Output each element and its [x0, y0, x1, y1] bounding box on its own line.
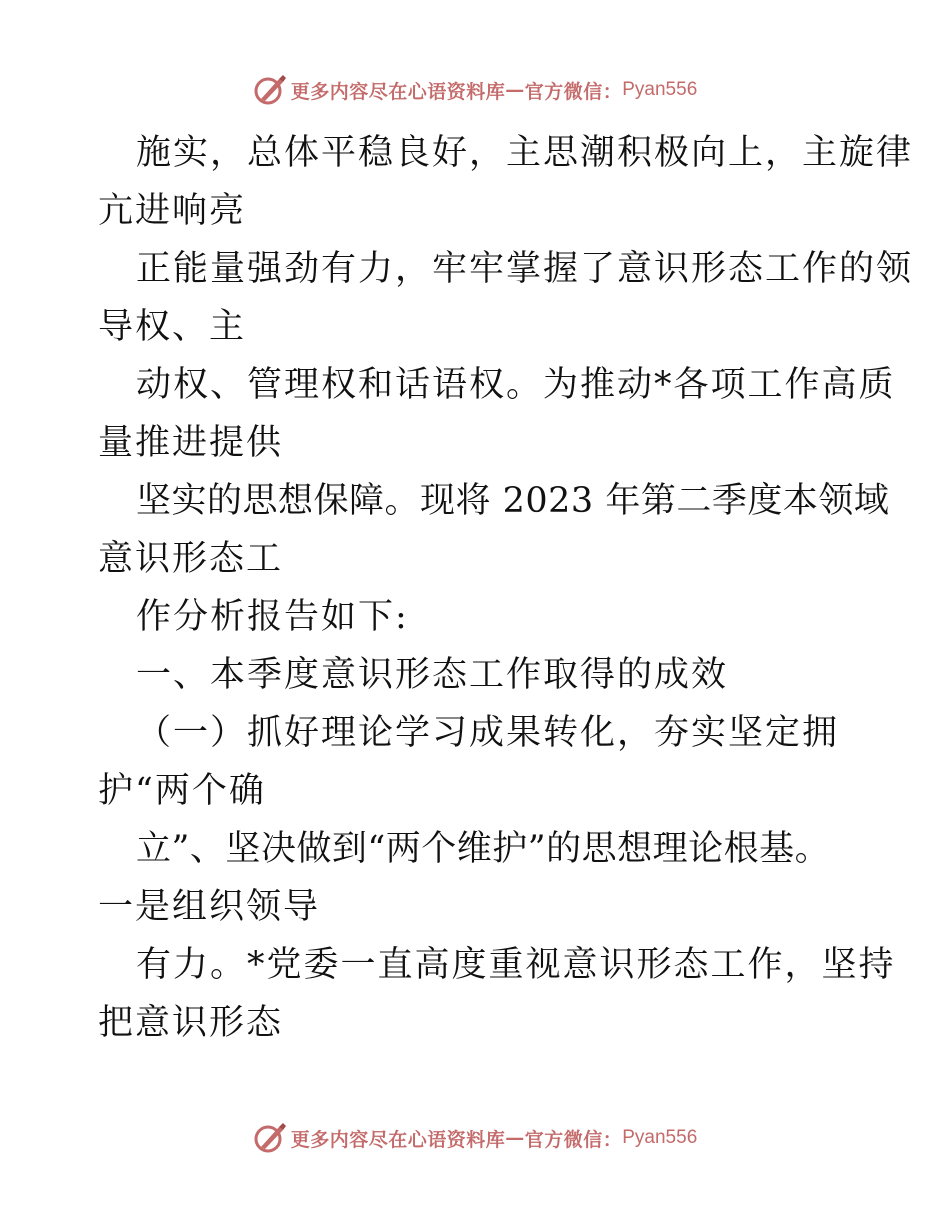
body-line: 动权、管理权和话语权。为推动*各项工作高质	[136, 365, 896, 405]
body-line: 正能量强劲有力，牢牢掌握了意识形态工作的领	[136, 249, 914, 289]
body-line: 意识形态工	[98, 539, 284, 579]
pen-logo-icon	[253, 73, 287, 107]
watermark-site-text: 更多内容尽在心语资料库	[290, 80, 506, 103]
watermark-wechat-label: 官方微信：	[524, 80, 623, 103]
watermark-separator: —	[505, 1127, 525, 1149]
section-heading: 一、本季度意识形态工作取得的成效	[136, 655, 729, 695]
watermark-separator: —	[505, 79, 525, 101]
body-line: 有力。*党委一直高度重视意识形态工作，坚持	[136, 945, 896, 985]
watermark-wechat-id: Pyan556	[622, 79, 698, 100]
body-line: 把意识形态	[98, 1003, 284, 1043]
body-line: 施实，总体平稳良好，主思潮积极向上，主旋律	[136, 133, 914, 173]
body-line: 立”、坚决做到“两个维护”的思想理论根基。	[136, 829, 831, 869]
body-line: 亢进响亮	[98, 191, 247, 231]
document-body	[98, 124, 914, 1052]
watermark-wechat-id: Pyan556	[622, 1127, 698, 1148]
footer-watermark	[0, 1118, 950, 1158]
watermark-wechat-label: 官方微信：	[524, 1128, 623, 1151]
subsection-heading: （一）抓好理论学习成果转化，夯实坚定拥	[136, 713, 840, 753]
watermark-site-text: 更多内容尽在心语资料库	[290, 1128, 506, 1151]
pen-logo-icon	[253, 1121, 287, 1155]
body-line: 一是组织领导	[98, 887, 321, 927]
body-line: 作分析报告如下:	[136, 597, 409, 637]
body-line: 量推进提供	[98, 423, 284, 463]
body-line: 护“两个确	[98, 771, 266, 811]
body-line: 导权、主	[98, 307, 247, 347]
body-line: 坚实的思想保障。现将 2023 年第二季度本领域	[136, 481, 890, 521]
header-watermark	[0, 70, 950, 110]
